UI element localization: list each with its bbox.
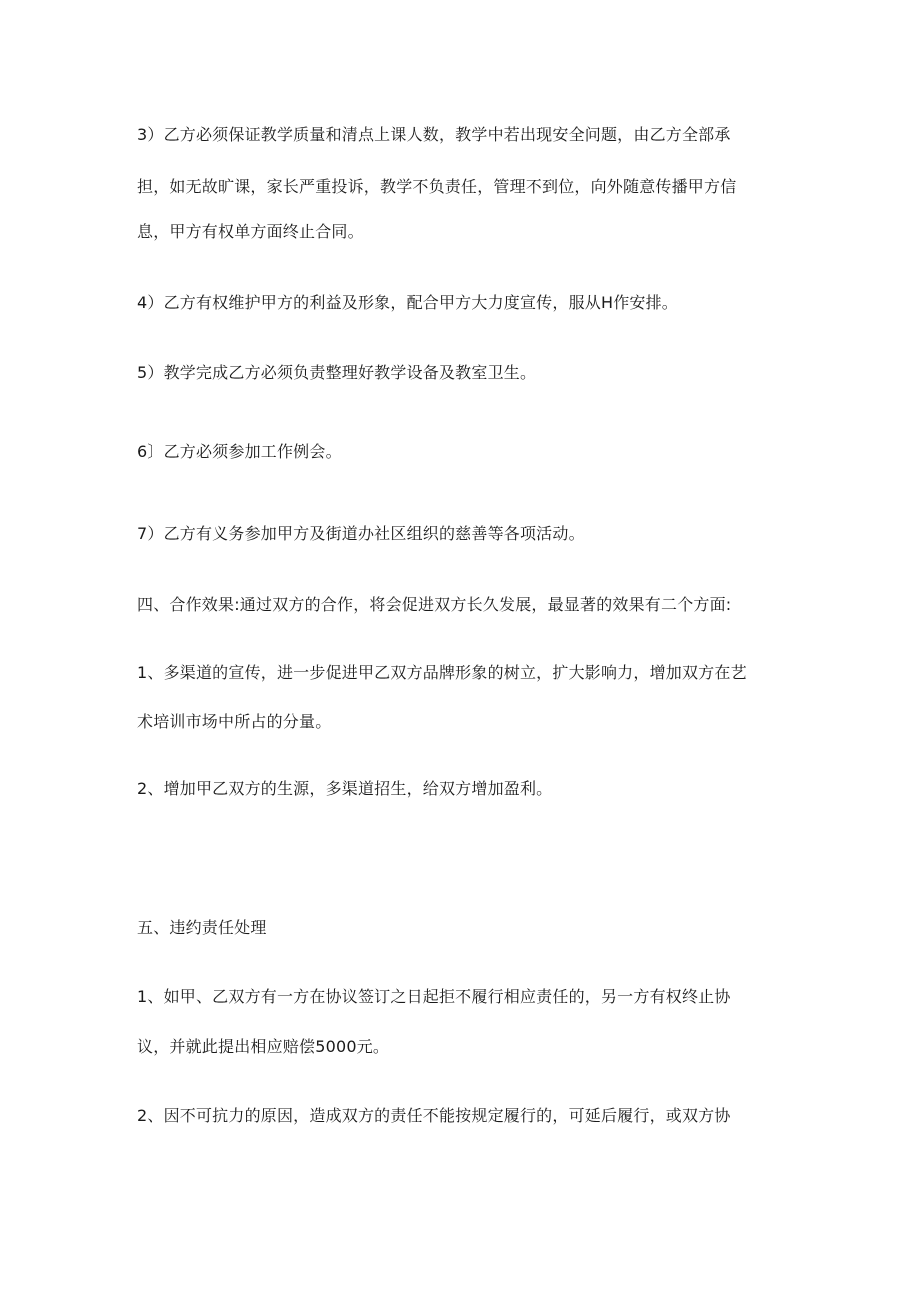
breach-2-line-1: 2、因不可抗力的原因，造成双方的责任不能按规定履行的，可延后履行，或双方协 [137,1106,731,1125]
clause-3-line-2: 担，如无故旷课，家长严重投诉，教学不负责任，管理不到位，向外随意传播甲方信 [137,177,737,196]
clause-3-line-3: 息，甲方有权单方面终止合同。 [137,222,364,241]
clause-6: 6〕乙方必须参加工作例会。 [137,442,342,461]
clause-3-line-1: 3）乙方必须保证教学质量和清点上课人数，教学中若出现安全问题，由乙方全部承 [137,125,731,144]
effect-2: 2、增加甲乙双方的生源，多渠道招生，给双方增加盈利。 [137,779,553,798]
section-4-heading: 四、合作效果:通过双方的合作，将会促进双方长久发展，最显著的效果有二个方面: [137,595,732,614]
clause-7: 7）乙方有义务参加甲方及街道办社区组织的慈善等各项活动。 [137,524,585,543]
effect-1-line-1: 1、多渠道的宣传，进一步促进甲乙双方品牌形象的树立，扩大影响力，增加双方在艺 [137,663,747,682]
breach-1-line-2: 议，并就此提出相应赔偿5000元。 [137,1037,390,1056]
clause-5: 5）教学完成乙方必须负责整理好教学设备及教室卫生。 [137,363,537,382]
clause-4: 4）乙方有权维护甲方的利益及形象，配合甲方大力度宣传，服从H作安排。 [137,293,679,312]
section-5-heading: 五、违约责任处理 [137,918,267,937]
effect-1-line-2: 术培训市场中所占的分量。 [137,712,332,731]
breach-1-line-1: 1、如甲、乙双方有一方在协议签订之日起拒不履行相应责任的，另一方有权终止协 [137,987,731,1006]
